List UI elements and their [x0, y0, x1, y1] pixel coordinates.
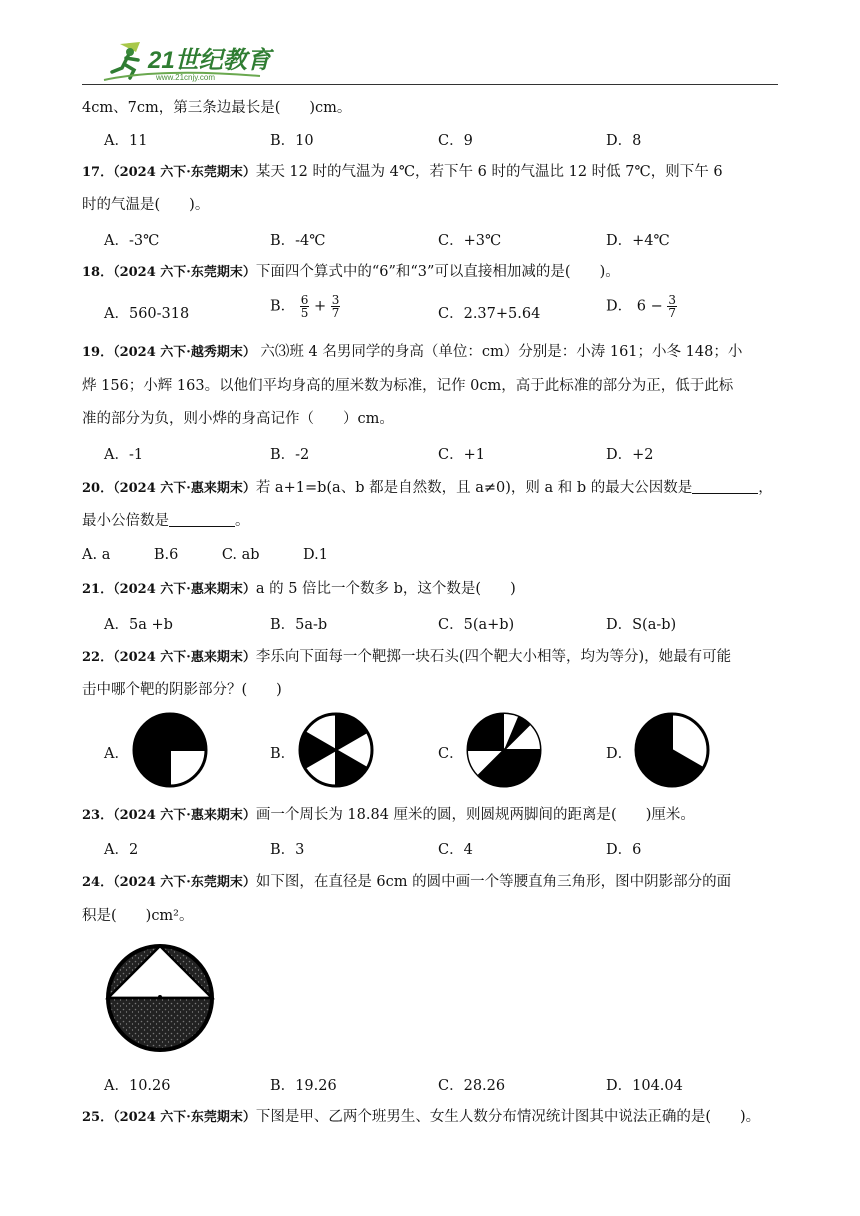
- target-quarter-icon: [132, 712, 208, 788]
- option-a[interactable]: A．10.26: [104, 1078, 171, 1094]
- q19-line2: 烨 156；小辉 163。以他们平均身高的厘米数为标准，记作 0cm，高于此标准的部分为正，低于此标: [82, 378, 734, 394]
- option-d[interactable]: D．S(a-b): [606, 617, 677, 633]
- option-c: C．: [438, 746, 464, 762]
- q24-figure: [104, 942, 216, 1058]
- option-a[interactable]: A．-3℃: [104, 233, 160, 249]
- q25-source-tag: 25．（2024 六下·东莞期末）: [82, 1110, 256, 1125]
- option-d[interactable]: D．+4℃: [606, 233, 670, 249]
- option-d[interactable]: D．104.04: [606, 1078, 683, 1094]
- q16-options: [104, 129, 784, 149]
- option-b[interactable]: B．19.26: [270, 1078, 337, 1094]
- q22-source-tag: 22．（2024 六下·惠来期末）: [82, 650, 256, 665]
- logo-text: 21世纪教育: [148, 47, 271, 74]
- q23-options: [104, 838, 784, 858]
- option-c[interactable]: C．28.26: [438, 1078, 506, 1094]
- minuend: 6 −: [636, 298, 663, 315]
- logo-url: www.21cnjy.com: [156, 73, 215, 82]
- option-b[interactable]: B．-2: [270, 447, 310, 463]
- fraction: $\frac{6}{5}$: [300, 293, 309, 320]
- q20-options[interactable]: A. a B.6 C. ab D.1: [82, 547, 328, 563]
- q18-options: [104, 293, 784, 322]
- option-b[interactable]: [270, 294, 340, 319]
- option-b[interactable]: B．3: [270, 842, 305, 858]
- q19-source-tag: 19．（2024 六下·越秀期末）: [82, 345, 256, 360]
- q24-line2: 积是( )cm²。: [82, 908, 194, 924]
- target-third-icon: [634, 712, 710, 788]
- q19-stem: 六⑶班 4 名男同学的身高（单位：cm）分别是：小涛 161；小冬 148；小: [255, 344, 743, 360]
- option-a[interactable]: A．5a +b: [104, 617, 173, 633]
- period: 。: [235, 513, 250, 529]
- option-a[interactable]: A．560-318: [104, 306, 190, 322]
- q19-options: [104, 443, 784, 463]
- option-a[interactable]: A．-1: [104, 447, 144, 463]
- q20-source-tag: 20．（2024 六下·惠来期末）: [82, 481, 256, 496]
- circle-triangle-figure-icon: [104, 942, 216, 1054]
- q24-stem: 如下图，在直径是 6cm 的圆中画一个等腰直角三角形，图中阴影部分的面: [255, 874, 732, 890]
- option-a: A．: [104, 746, 129, 762]
- option-b: B．: [270, 746, 296, 762]
- q17-options: [104, 229, 784, 249]
- q17-line1: [82, 162, 782, 183]
- q19-line1: [82, 342, 782, 363]
- q23-stem: 画一个周长为 18.84 厘米的圆，则圆规两脚间的距离是( )厘米。: [255, 807, 695, 823]
- q21-line1: [82, 579, 782, 600]
- option-b-label: B．: [270, 298, 296, 315]
- q19-line3: 准的部分为负，则小烨的身高记作（ ）cm。: [82, 411, 394, 427]
- option-c[interactable]: C．+3℃: [438, 233, 502, 249]
- q17-line2: 时的气温是( )。: [82, 197, 210, 213]
- q20-line1: [82, 478, 782, 499]
- option-c[interactable]: C．5(a+b): [438, 617, 515, 633]
- q22-targets: [104, 712, 784, 790]
- comma: ，: [758, 480, 773, 496]
- answer-blank[interactable]: [692, 479, 758, 494]
- q25-line1: [82, 1107, 782, 1128]
- fraction: $\frac{3}{7}$: [668, 293, 676, 320]
- q25-stem: 下图是甲、乙两个班男生、女生人数分布情况统计图其中说法正确的是( )。: [255, 1109, 761, 1125]
- q18-stem: 下面四个算式中的“6”和“3”可以直接相加减的是( )。: [255, 264, 620, 280]
- option-c[interactable]: C．4: [438, 842, 473, 858]
- option-b[interactable]: B．10: [270, 133, 314, 149]
- q17-source-tag: 17．（2024 六下·东莞期末）: [82, 165, 256, 180]
- option-d-label: D．: [606, 298, 633, 315]
- answer-blank[interactable]: [169, 512, 235, 527]
- option-a[interactable]: A．2: [104, 842, 139, 858]
- option-c[interactable]: C．9: [438, 133, 473, 149]
- option-d: D．: [606, 746, 633, 762]
- option-b[interactable]: B．-4℃: [270, 233, 326, 249]
- q24-source-tag: 24．（2024 六下·东莞期末）: [82, 875, 256, 890]
- option-c[interactable]: C．+1: [438, 447, 485, 463]
- q23-line1: [82, 805, 782, 826]
- q22-stem: 李乐向下面每一个靶掷一块石头(四个靶大小相等，均为等分)，她最有可能: [255, 649, 732, 665]
- option-d[interactable]: D．6: [606, 842, 642, 858]
- header-rule: [82, 84, 778, 85]
- target-sixths-icon: [298, 712, 374, 788]
- option-a[interactable]: A．11: [104, 133, 148, 149]
- q17-stem: 某天 12 时的气温为 4℃，若下午 6 时的气温比 12 时低 7℃，则下午 6: [255, 164, 723, 180]
- fraction: $\frac{3}{7}$: [331, 293, 340, 320]
- q22-line1: [82, 647, 782, 668]
- option-b[interactable]: B．5a-b: [270, 617, 328, 633]
- q20-stem: 若 a+1=b(a、b 都是自然数，且 a≠0)，则 a 和 b 的最大公因数是: [255, 480, 693, 496]
- q21-options: [104, 613, 784, 633]
- option-d[interactable]: D．8: [606, 133, 642, 149]
- runner-logo-icon: [100, 38, 280, 84]
- option-d[interactable]: [606, 294, 677, 319]
- q21-source-tag: 21．（2024 六下·惠来期末）: [82, 582, 256, 597]
- plus-sign: +: [314, 298, 327, 315]
- option-c[interactable]: C．2.37+5.64: [438, 306, 541, 322]
- site-logo: [100, 38, 280, 84]
- q24-line1: [82, 872, 782, 893]
- q23-source-tag: 23．（2024 六下·惠来期末）: [82, 808, 256, 823]
- option-d[interactable]: D．+2: [606, 447, 654, 463]
- q22-line2: 击中哪个靶的阴影部分？( ): [82, 682, 282, 698]
- q18-source-tag: 18．（2024 六下·东莞期末）: [82, 265, 256, 280]
- target-eighths-icon: [466, 712, 542, 788]
- q20-line2: [82, 511, 782, 531]
- q24-options: [104, 1074, 784, 1094]
- q16-text: 4cm、7cm，第三条边最长是( )cm。: [82, 100, 352, 116]
- q18-line1: [82, 262, 782, 283]
- q20-stem-2: 最小公倍数是: [82, 513, 169, 529]
- q21-stem: a 的 5 倍比一个数多 b，这个数是( ): [255, 581, 516, 597]
